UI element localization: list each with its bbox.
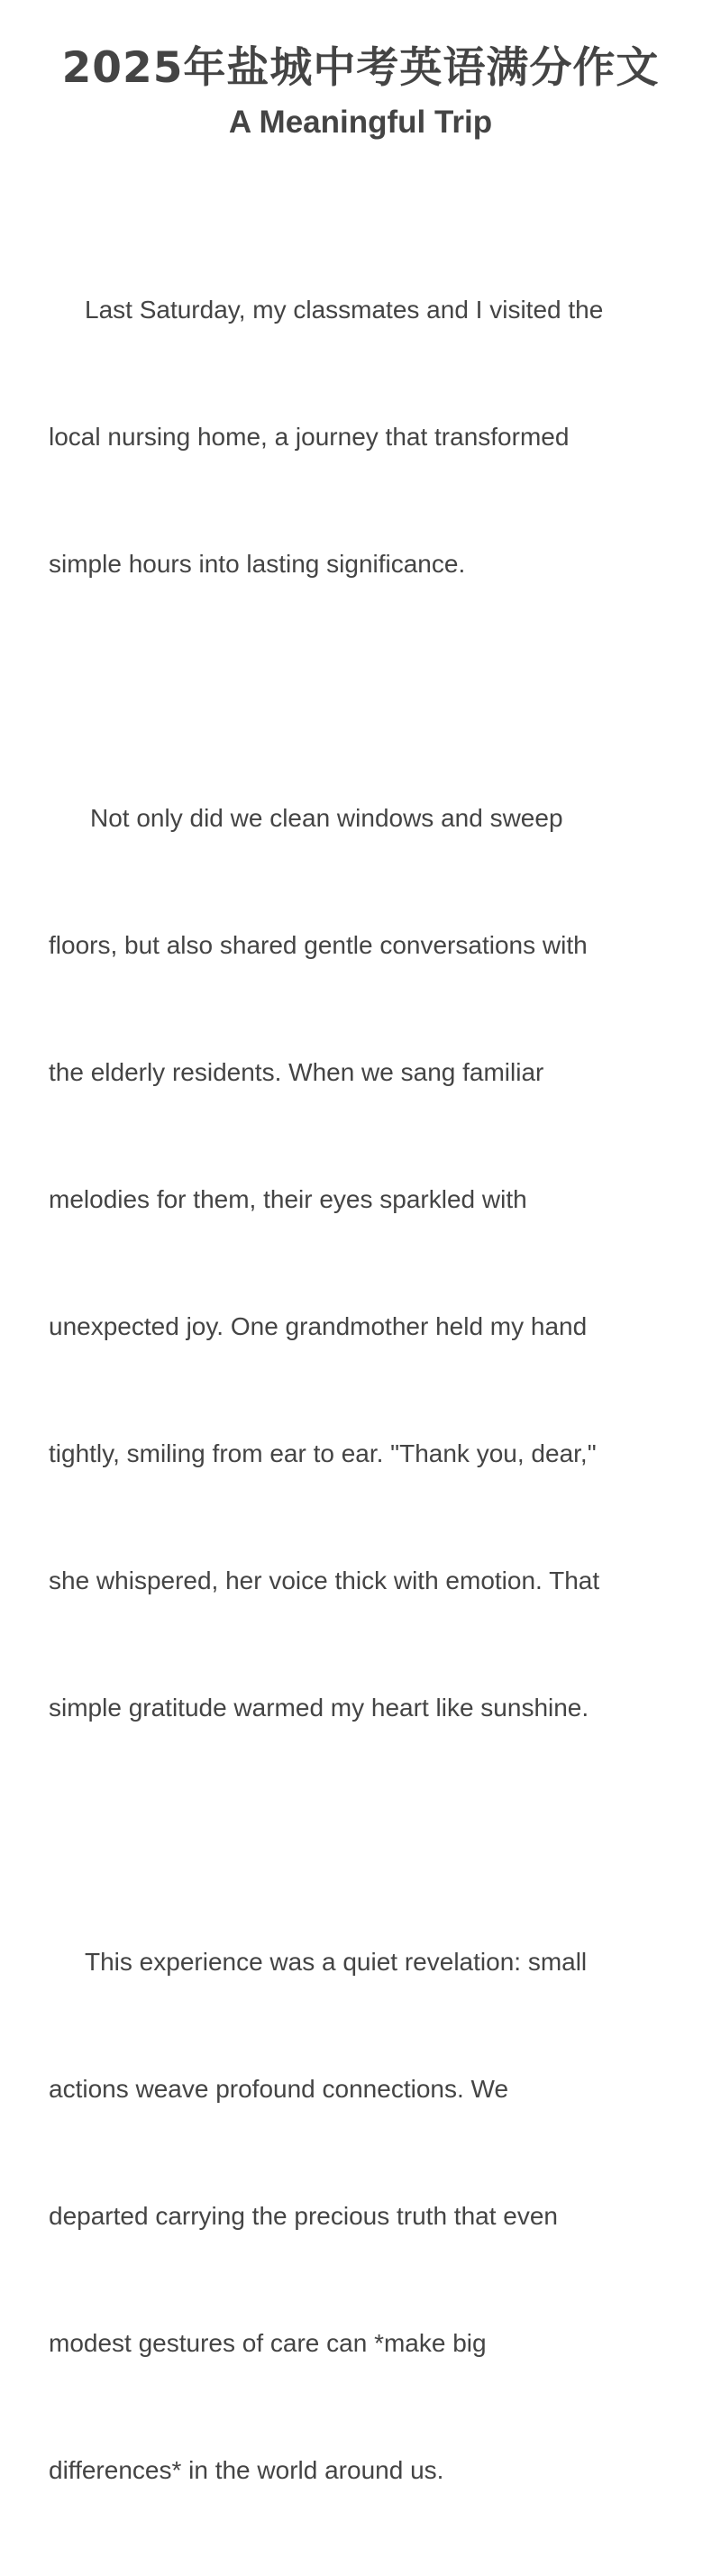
paragraph-1 (49, 204, 672, 670)
paragraph-line: departed carrying the precious truth that even (49, 2202, 559, 2230)
paragraph-line: simple hours into lasting significance. (49, 550, 466, 578)
paragraph-line: tightly, smiling from ear to ear. "Thank you, dear," (49, 1439, 597, 1467)
essay-body (49, 204, 672, 2576)
paragraph-line: melodies for them, their eyes sparkled with (49, 1185, 527, 1213)
paragraph-line: local nursing home, a journey that transformed (49, 423, 570, 451)
paragraph-line: This experience was a quiet revelation: small (85, 1948, 588, 1976)
paragraph-line: she whispered, her voice thick with emotion. That (49, 1567, 600, 1594)
paragraph-line: Last Saturday, my classmates and I visited the (85, 296, 604, 324)
paragraph-line: simple gratitude warmed my heart like sunshine. (49, 1694, 589, 1722)
paragraph-2 (49, 712, 672, 1813)
paragraph-line: modest gestures of care can *make big (49, 2329, 487, 2357)
paragraph-line: Not only did we clean windows and sweep (90, 804, 563, 832)
paragraph-line: differences* in the world around us. (49, 2456, 444, 2484)
page-title: 2025年盐城中考英语满分作文 (61, 43, 660, 93)
paragraph-line: actions weave profound connections. We (49, 2075, 509, 2103)
paragraph-3 (49, 1856, 672, 2576)
paragraph-line: floors, but also shared gentle conversations with (49, 931, 588, 959)
essay-subtitle: A Meaningful Trip (228, 105, 493, 140)
paragraph-line: unexpected joy. One grandmother held my hand (49, 1312, 588, 1340)
paragraph-line: the elderly residents. When we sang familiar (49, 1058, 544, 1086)
